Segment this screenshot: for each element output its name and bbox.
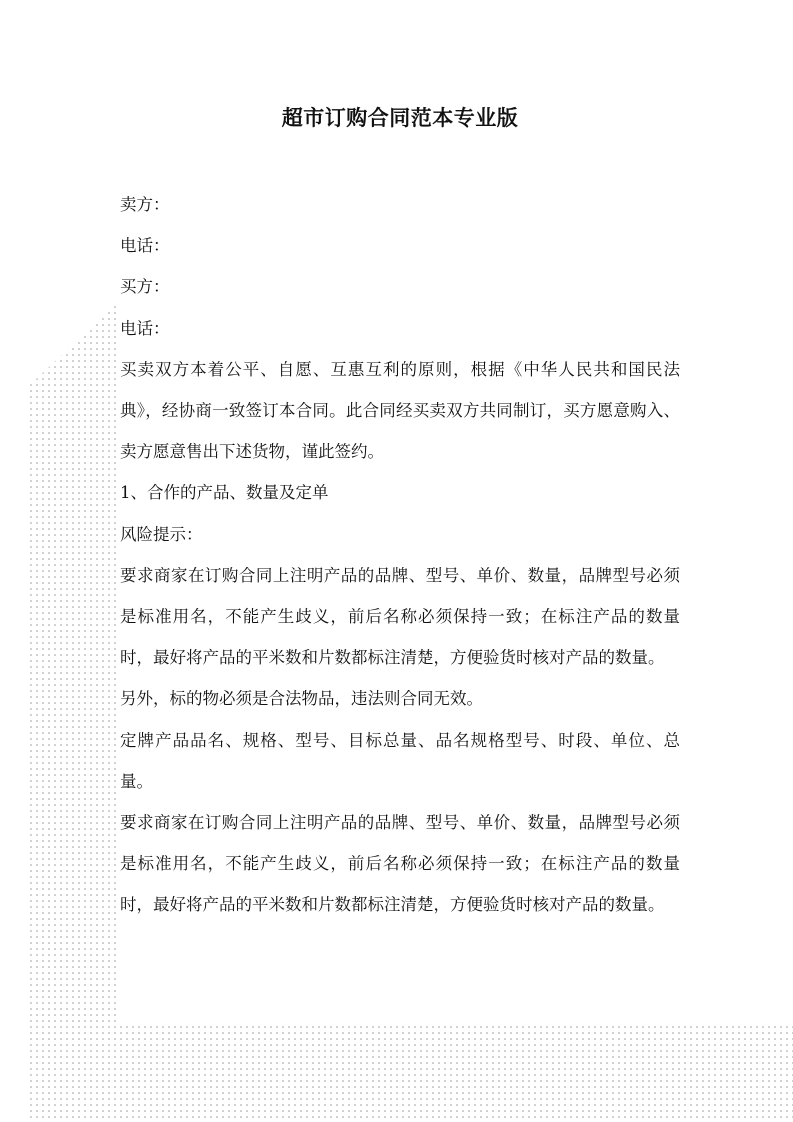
buyer-phone-line: 电话： — [120, 318, 170, 338]
risk-warning-label: 风险提示： — [120, 524, 203, 544]
document-body — [120, 184, 680, 926]
document-title: 超市订购合同范本专业版 — [281, 105, 519, 130]
risk-paragraph-repeat: 要求商家在订购合同上注明产品的品牌、型号、单价、数量，品牌型号必须是标准用名，不能产生歧义，前后名称必须保持一致；在标注产品的数量时，最好将产品的平米数和片数都标注清楚，方便验货时核对产品的数量。 — [120, 813, 680, 915]
product-fields-paragraph: 定牌产品品名、规格、型号、目标总量、品名规格型号、时段、单位、总量。 — [120, 730, 680, 791]
seller-phone-line: 电话： — [120, 236, 170, 256]
risk-paragraph: 要求商家在订购合同上注明产品的品牌、型号、单价、数量，品牌型号必须是标准用名，不能产生歧义，前后名称必须保持一致；在标注产品的数量时，最好将产品的平米数和片数都标注清楚，方便验货时核对产品的数量。 — [120, 565, 680, 668]
legality-paragraph: 另外，标的物必须是合法物品，违法则合同无效。 — [120, 689, 483, 709]
section-heading: 1、合作的产品、数量及定单 — [120, 483, 329, 503]
buyer-line: 买方： — [120, 277, 170, 297]
seller-line: 卖方： — [120, 195, 170, 214]
preamble-paragraph: 买卖双方本着公平、自愿、互惠互利的原则，根据《中华人民共和国民法典》，经协商一致签订本合同。此合同经买卖双方共同制订，买方愿意购入、卖方愿意售出下述货物，谨此签约。 — [120, 359, 680, 462]
